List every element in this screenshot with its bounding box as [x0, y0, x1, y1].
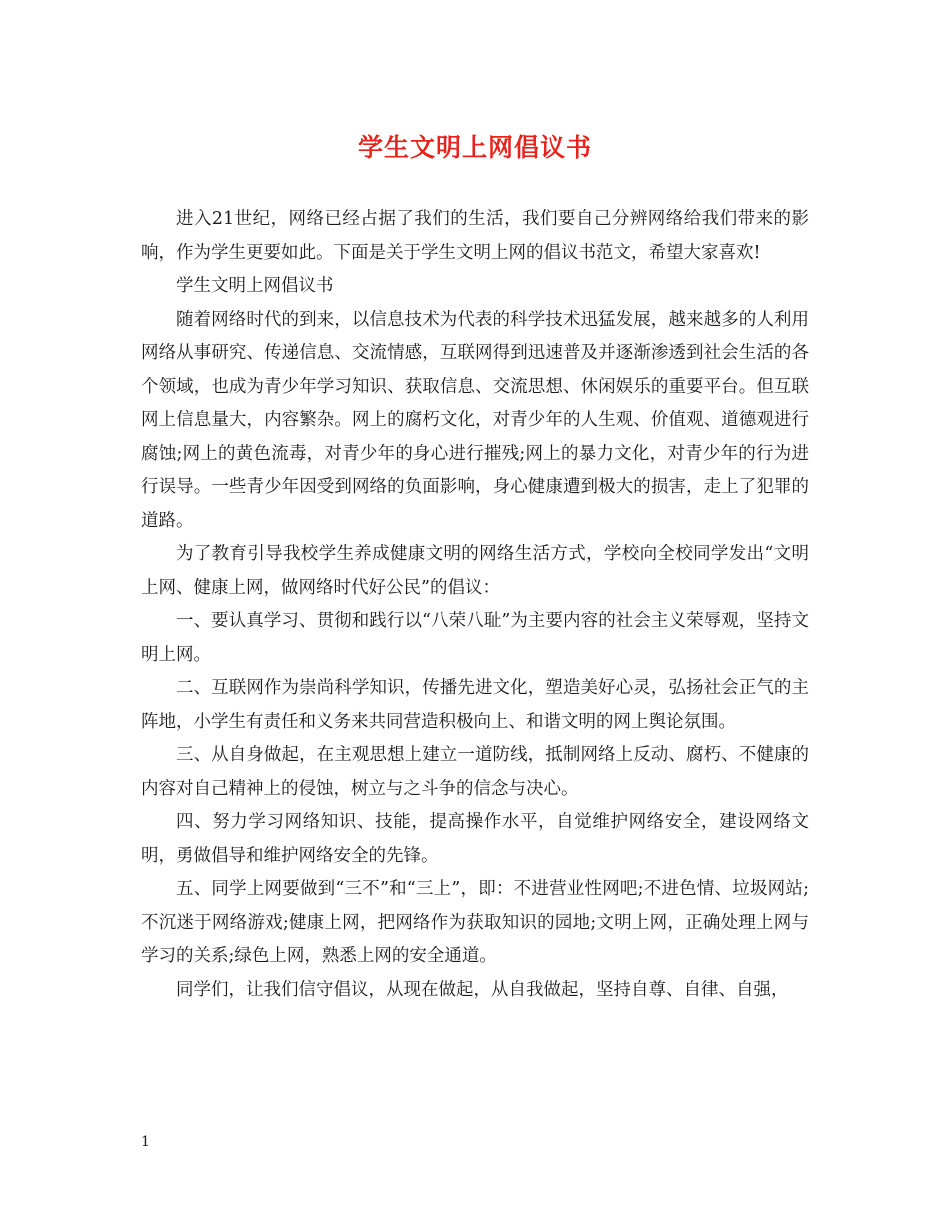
paragraph-subtitle: 学生文明上网倡议书 [176, 276, 334, 296]
paragraph-item-1: 一、要认真学习、贯彻和践行以“八荣八耻”为主要内容的社会主义荣辱观，坚持文明上网。 [141, 611, 809, 665]
paragraph-item-3: 三、从自身做起，在主观思想上建立一道防线，抵制网络上反动、腐朽、不健康的内容对自己精神上的侵蚀，树立与之斗争的信念与决心。 [141, 745, 809, 799]
document-body [141, 203, 809, 1007]
paragraph-intro: 进入21世纪，网络已经占据了我们的生活，我们要自己分辨网络给我们带来的影响，作为学生更要如此。下面是关于学生文明上网的倡议书范文，希望大家喜欢! [141, 209, 809, 263]
paragraph-item-5: 五、同学上网要做到“三不”和“三上”，即：不进营业性网吧;不进色情、垃圾网站;不沉迷于网络游戏;健康上网，把网络作为获取知识的园地;文明上网，正确处理上网与学习的关系;绿色上网，熟悉上网的安全通道。 [141, 879, 809, 966]
paragraph-item-2: 二、互联网作为崇尚科学知识，传播先进文化，塑造美好心灵，弘扬社会正气的主阵地，小学生有责任和义务来共同营造积极向上、和谐文明的网上舆论氛围。 [141, 678, 809, 732]
paragraph-closing: 同学们，让我们信守倡议，从现在做起，从自我做起，坚持自尊、自律、自强， [176, 979, 789, 1000]
paragraph-item-4: 四、努力学习网络知识、技能，提高操作水平，自觉维护网络安全，建设网络文明，勇做倡导和维护网络安全的先锋。 [141, 812, 809, 866]
paragraph-proposal: 为了教育引导我校学生养成健康文明的网络生活方式，学校向全校同学发出“文明上网、健康上网，做网络时代好公民”的倡议： [141, 544, 809, 598]
paragraph-background: 随着网络时代的到来，以信息技术为代表的科学技术迅猛发展，越来越多的人利用网络从事研究、传递信息、交流情感，互联网得到迅速普及并逐渐渗透到社会生活的各个领域，也成为青少年学习知识、获取信息、交流思想、休闲娱乐的重要平台。但互联网上信息量大，内容繁杂。网上的腐朽文化，对青少年的人生观、价值观、道德观进行腐蚀;网上的黄色流毒，对青少年的身心进行摧残;网上的暴力文化，对青少年的行为进行误导。一些青少年因受到网络的负面影响，身心健康遭到极大的损害，走上了犯罪的道路。 [141, 309, 809, 531]
page-number: 1 [141, 1134, 150, 1150]
document-title: 学生文明上网倡议书 [357, 133, 592, 162]
